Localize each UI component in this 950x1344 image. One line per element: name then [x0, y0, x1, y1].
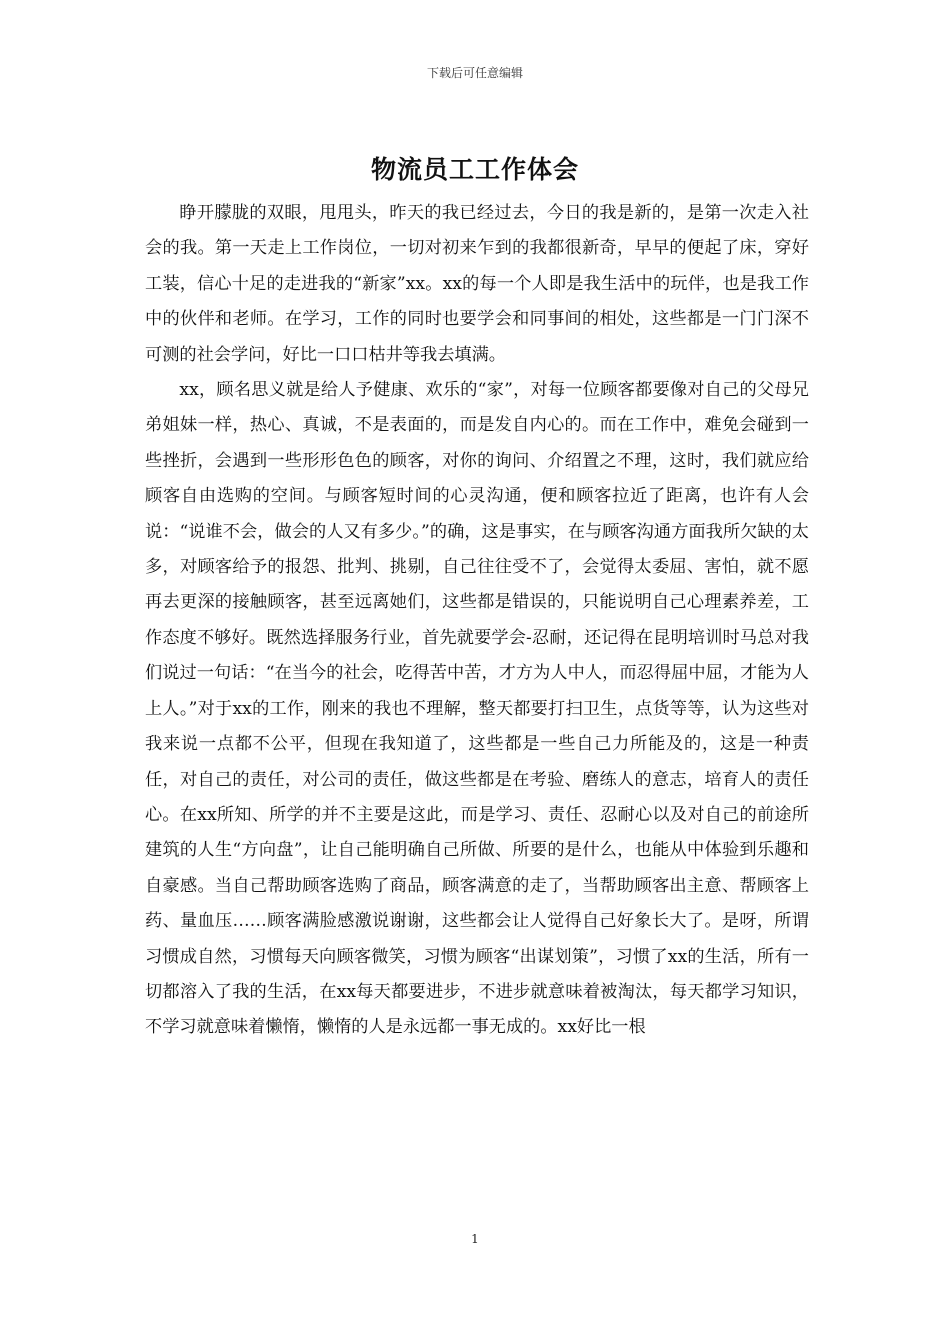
header-note: 下载后可任意编辑 — [426, 66, 523, 80]
page-number: 1 — [471, 1232, 479, 1246]
paragraph-2: xx，顾名思义就是给人予健康、欢乐的“家”，对每一位顾客都要像对自己的父母兄弟姐妹一样，热心、真诚，不是表面的，而是发自内心的。而在工作中，难免会碰到一些挫折，会遇到一些形形色色的顾客，对你的询问、介绍置之不理，这时，我们就应给顾客自由选购的空间。与顾客短时间的心灵沟通，便和顾客拉近了距离，也许有人会说：“说谁不会，做会的人又有多少。”的确，这是事实，在与顾客沟通方面我所欠缺的太多，对顾客给予的报怨、批判、挑剔，自己往往受不了，会觉得太委屈、害怕，就不愿再去更深的接触顾客，甚至远离她们，这些都是错误的，只能说明自己心理素养差，工作态度不够好。既然选择服务行业，首先就要学会-忍耐，还记得在昆明培训时马总对我们说过一句话：“在当今的社会，吃得苦中苦，才方为人中人，而忍得屈中屈，才能为人上人。”对于xx的工作，刚来的我也不理解，整天都要打扫卫生，点货等等，认为这些对我来说一点都不公平，但现在我知道了，这些都是一些自己力所能及的，这是一种责任，对自己的责任，对公司的责任，做这些都是在考验、磨练人的意志，培育人的责任心。在xx所知、所学的并不主要是这此，而是学习、责任、忍耐心以及对自己的前途所建筑的人生“方向盘”，让自己能明确自己所做、所要的是什么，也能从中体验到乐趣和自豪感。当自己帮助顾客选购了商品，顾客满意的走了，当帮助顾客出主意、帮顾客上药、量血压……顾客满脸感激说谢谢，这些都会让人觉得自己好象长大了。是呀，所谓习惯成自然，习惯每天向顾客微笑，习惯为顾客“出谋划策”，习惯了xx的生活，所有一切都溶入了我的生活，在xx每天都要进步，不进步就意味着被淘汰，每天都学习知识，不学习就意味着懒惰，懒惰的人是永远都一事无成的。xx好比一根 — [145, 380, 809, 1038]
paragraph-1: 睁开朦胧的双眼，甩甩头，昨天的我已经过去，今日的我是新的，是第一次走入社会的我。第一天走上工作岗位，一切对初来乍到的我都很新奇，早早的便起了床，穿好工装，信心十足的走进我的“新家”xx。xx的每一个人即是我生活中的玩伴，也是我工作中的伙伴和老师。在学习，工作的同时也要学会和同事间的相处，这些都是一门门深不可测的社会学问，好比一口口枯井等我去填满。 — [145, 203, 809, 365]
document-title: 物流员工工作体会 — [370, 155, 579, 184]
document-body — [145, 196, 809, 1046]
